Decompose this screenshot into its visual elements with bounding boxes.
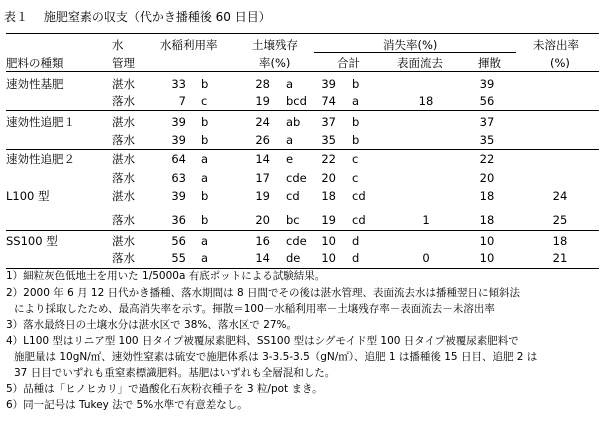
- soil-residual-value: 14: [255, 152, 270, 166]
- soil-residual-value: 20: [255, 213, 270, 227]
- fertilizer-label: 速効性追肥１: [6, 115, 75, 129]
- loss-total-group: c: [352, 171, 359, 185]
- header-soil-residual-unit: 率(%): [259, 56, 291, 70]
- header-undissolved: 未溶出率: [533, 38, 579, 52]
- volatilization-value: 10: [479, 234, 495, 248]
- fertilizer-label: 速効性基肥: [6, 77, 64, 91]
- soil-residual-group: cde: [286, 171, 307, 185]
- header-total: 合計: [337, 56, 360, 70]
- water-mgmt-cell: 落水: [112, 213, 135, 227]
- loss-group-rule: [314, 52, 516, 53]
- water-mgmt-cell: 湛水: [112, 77, 135, 91]
- volatilization-value: 10: [479, 251, 495, 265]
- soil-residual-value: 19: [255, 94, 270, 108]
- rice-use-group: b: [201, 213, 209, 227]
- soil-residual-group: ab: [286, 115, 301, 129]
- surface-runoff-value: 1: [422, 213, 430, 227]
- header-undissolved-unit: (%): [550, 56, 570, 70]
- loss-total-value: 74: [321, 94, 336, 108]
- water-mgmt-cell: 落水: [112, 133, 135, 147]
- rice-use-group: a: [201, 171, 209, 185]
- surface-runoff-value: 0: [422, 251, 430, 265]
- footnote-6: 6）同一記号は Tukey 法で 5%水準で有意差なし。: [6, 399, 248, 411]
- loss-total-group: d: [352, 251, 360, 265]
- header-water: 水: [112, 38, 124, 52]
- soil-residual-group: bcd: [286, 94, 307, 108]
- footnote-2: 2）2000 年 6 月 12 日代かき播種、落水期間は 8 日間でその後は湛水管理、表面流去水は播種翌日に傾斜法: [6, 287, 520, 299]
- header-volatilization: 揮散: [478, 56, 501, 70]
- loss-total-value: 10: [321, 234, 336, 248]
- volatilization-value: 39: [479, 77, 495, 91]
- volatilization-value: 35: [479, 133, 495, 147]
- soil-residual-group: cde: [286, 234, 307, 248]
- undissolved-value: 21: [552, 251, 568, 265]
- loss-total-value: 37: [321, 115, 336, 129]
- rice-use-group: b: [201, 115, 209, 129]
- volatilization-value: 22: [479, 152, 495, 166]
- header-water-mgmt: 管理: [112, 56, 135, 70]
- soil-residual-group: cd: [286, 189, 300, 203]
- soil-residual-value: 26: [255, 133, 270, 147]
- header-fertilizer-type: 肥料の種類: [6, 56, 64, 70]
- soil-residual-value: 17: [255, 171, 270, 185]
- header-surface-runoff: 表面流去: [397, 56, 443, 70]
- soil-residual-value: 16: [255, 234, 270, 248]
- volatilization-value: 20: [479, 171, 495, 185]
- soil-residual-group: a: [286, 133, 294, 147]
- loss-total-group: cd: [352, 213, 366, 227]
- soil-residual-value: 14: [255, 251, 270, 265]
- soil-residual-value: 24: [255, 115, 270, 129]
- loss-total-value: 19: [321, 213, 336, 227]
- fertilizer-label: SS100 型: [6, 234, 58, 248]
- loss-total-value: 35: [321, 133, 336, 147]
- volatilization-value: 37: [479, 115, 495, 129]
- rice-use-group: a: [201, 251, 209, 265]
- water-mgmt-cell: 湛水: [112, 115, 135, 129]
- loss-total-group: b: [352, 77, 360, 91]
- fertilizer-label: L100 型: [6, 189, 50, 203]
- rice-use-value: 39: [171, 115, 186, 129]
- footnote-5: 5）品種は「ヒノヒカリ」で過酸化石灰粉衣種子を 3 粒/pot まき。: [6, 383, 323, 395]
- table-top-rule: [6, 33, 599, 34]
- undissolved-value: 24: [552, 189, 568, 203]
- rice-use-value: 56: [171, 234, 186, 248]
- water-mgmt-cell: 落水: [112, 171, 135, 185]
- loss-total-group: b: [352, 115, 360, 129]
- footnote-3: 3）落水最終日の土壌水分は湛水区で 38%、落水区で 27%。: [6, 319, 298, 331]
- volatilization-value: 56: [479, 94, 495, 108]
- loss-total-group: c: [352, 152, 359, 166]
- water-mgmt-cell: 落水: [112, 251, 135, 265]
- header-bottom-rule: [6, 71, 599, 72]
- loss-total-value: 20: [321, 171, 336, 185]
- rice-use-value: 36: [171, 213, 186, 227]
- soil-residual-value: 19: [255, 189, 270, 203]
- water-mgmt-cell: 湛水: [112, 234, 135, 248]
- rice-use-value: 55: [171, 251, 186, 265]
- soil-residual-group: a: [286, 77, 294, 91]
- soil-residual-group: de: [286, 251, 301, 265]
- rice-use-group: c: [201, 94, 208, 108]
- loss-total-group: d: [352, 234, 360, 248]
- soil-residual-group: bc: [286, 213, 300, 227]
- loss-total-group: a: [352, 94, 360, 108]
- rice-use-value: 39: [171, 189, 186, 203]
- rice-use-value: 33: [171, 77, 186, 91]
- volatilization-value: 18: [479, 213, 495, 227]
- rice-use-value: 39: [171, 133, 186, 147]
- footnote-1: 1）細粒灰色低地土を用いた 1/5000a 有底ポットによる試験結果。: [6, 270, 326, 282]
- rice-use-value: 7: [178, 94, 186, 108]
- water-mgmt-cell: 落水: [112, 94, 135, 108]
- fertilizer-label: 速効性追肥２: [6, 152, 75, 166]
- rice-use-value: 63: [171, 171, 186, 185]
- rice-use-group: a: [201, 234, 209, 248]
- header-soil-residual: 土壌残存: [252, 38, 298, 52]
- group-rule-2: [6, 149, 599, 150]
- footnote-4: 4）L100 型はリニア型 100 日タイプ被覆尿素肥料、SS100 型はシグモイド型 100 日タイプ被覆尿素肥料で: [6, 335, 519, 347]
- rice-use-group: b: [201, 77, 209, 91]
- header-rice-use-rate: 水稲利用率: [160, 38, 218, 52]
- footnote-4-cont-2: 37 日目でいずれも重窒素標識肥料。基肥はいずれも全層混和した。: [14, 367, 336, 379]
- loss-total-value: 18: [321, 189, 336, 203]
- rice-use-group: b: [201, 133, 209, 147]
- group-rule-1: [6, 110, 599, 111]
- loss-total-value: 22: [321, 152, 336, 166]
- loss-total-value: 39: [321, 77, 336, 91]
- soil-residual-value: 28: [255, 77, 270, 91]
- undissolved-value: 25: [552, 213, 568, 227]
- loss-total-group: cd: [352, 189, 366, 203]
- surface-runoff-value: 18: [418, 94, 434, 108]
- rice-use-value: 64: [171, 152, 186, 166]
- header-loss-rate: 消失率(%): [383, 38, 438, 52]
- footnote-2-cont: により採取したため、最高消失率を示す。揮散＝100－水稲利用率－土壌残存率－表面流去－未溶出率: [14, 303, 495, 315]
- group-rule-3: [6, 230, 599, 231]
- water-mgmt-cell: 湛水: [112, 189, 135, 203]
- volatilization-value: 18: [479, 189, 495, 203]
- loss-total-group: b: [352, 133, 360, 147]
- rice-use-group: b: [201, 189, 209, 203]
- table-title: 表１ 施肥窒素の収支（代かき播種後 60 日目）: [4, 10, 271, 24]
- undissolved-value: 18: [552, 234, 568, 248]
- rice-use-group: a: [201, 152, 209, 166]
- footnote-4-cont-1: 施肥量は 10gN/㎡、速効性窒素は硫安で施肥体系は 3-3.5-3.5（gN/㎡）、追肥 1 は播種後 15 日目、追肥 2 は: [14, 351, 538, 363]
- table-bottom-rule: [6, 268, 599, 269]
- loss-total-value: 10: [321, 251, 336, 265]
- soil-residual-group: e: [286, 152, 294, 166]
- water-mgmt-cell: 湛水: [112, 152, 135, 166]
